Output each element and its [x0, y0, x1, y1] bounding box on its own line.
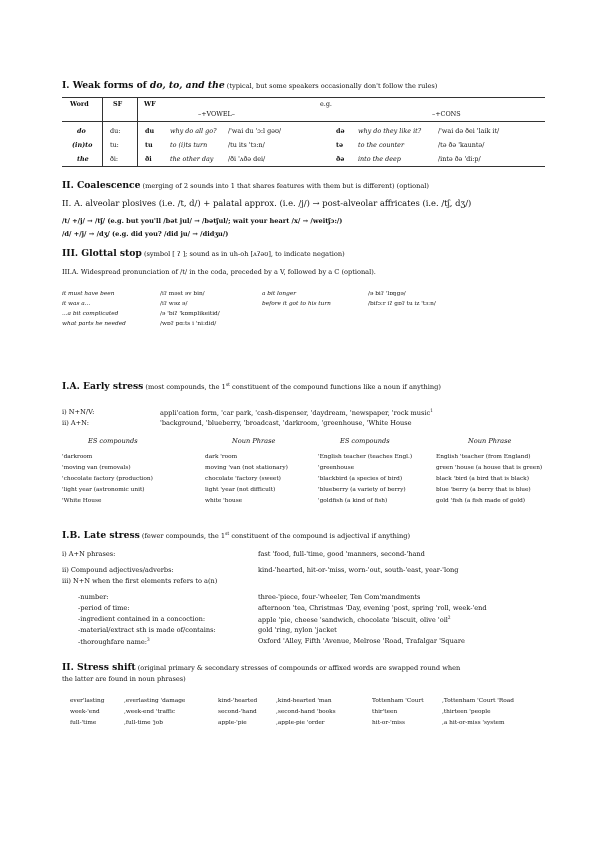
early-stress-heading-label: I.A. Early stress [62, 381, 144, 392]
es-row-cell: 'greenhouse [318, 465, 355, 471]
wf-sf: du: [110, 127, 121, 135]
col-vowel-label: +VOWEL [201, 110, 232, 118]
table-rule-col1 [102, 97, 103, 166]
wf-ipa-c: /'wai də ðei 'laik it/ [438, 127, 500, 135]
late-items: apple 'pie, cheese 'sandwich, chocolate 'biscuit, olive 'oil [258, 616, 448, 625]
glottal-ipa: /ə biʔ 'lɒŋgə/ [368, 291, 406, 297]
shift-cell: Tottenham 'Court [372, 698, 424, 704]
early-nnv-text: appli'cation form, 'car park, 'cash-dispenser, 'daydream, 'newspaper, 'rock music [160, 409, 431, 418]
late-label: iii) N+N when the first elements refers to a(n) [62, 577, 218, 585]
early-stress-sup: st [225, 382, 230, 388]
shift-cell: hit-or-'miss [372, 720, 405, 726]
wf-ex-c: why do they like it? [358, 127, 422, 135]
late-sup-oil: 2 [447, 615, 451, 620]
early-stress-note: (most compounds, the 1 [143, 383, 226, 391]
late-items-oil [258, 615, 451, 624]
es-row-cell: chocolate 'factory (sweet) [205, 476, 281, 482]
shift-cell: ,week-end 'traffic [124, 709, 176, 715]
wf-wf2: də [336, 127, 345, 135]
col-noun-phrase: Noun Phrase [232, 437, 276, 445]
es-row-cell: 'blueberry (a variety of berry) [318, 487, 406, 493]
early-stress-note2: constituent of the compound functions like a noun if anything) [229, 383, 441, 391]
late-stress-heading-label: I.B. Late stress [62, 530, 140, 541]
es-row-cell: white 'house [205, 498, 243, 504]
table-rule-col2 [137, 97, 138, 166]
late-items: afternoon 'tea, Christmas 'Day, evening 'post, spring 'roll, week-'end [258, 604, 487, 612]
glottal-ipa: /bifɔ:r iʔ gɒʔ tu iz 'tɜ:n/ [368, 301, 436, 307]
glottal-heading-note: (symbol [ ʔ ]; sound as in uh-oh [ʌʔəʊ], to indicate negation) [141, 250, 345, 258]
glottal-sub: III.A. Widespread pronunciation of /t/ in the coda, preceded by a V, followed by a C (optional). [62, 268, 376, 276]
glottal-example: ...a bit complicated [62, 311, 119, 317]
early-nnv-label: i) N+N/V: [62, 408, 95, 416]
glottal-ipa: /wɒʔ pɑ:ts i 'ni:did/ [160, 321, 217, 327]
shift-cell: ,kind-hearted 'man [276, 698, 332, 704]
glottal-ipa: /iʔ wəz ə/ [160, 301, 188, 307]
col-es-compounds: ES compounds [88, 437, 138, 445]
stress-shift-note: (original primary & secondary stresses of compounds or affixed words are swapped round when [135, 664, 461, 672]
wf-wf: tu [145, 141, 153, 149]
late-items: three-'piece, four-'wheeler, Ten Com'mandments [258, 593, 421, 601]
table-rule-head [62, 121, 545, 122]
shift-cell: ,full-time 'job [124, 720, 163, 726]
es-row-cell: 'moving van (removals) [62, 465, 131, 471]
weak-forms-heading-label: I. Weak forms of [62, 80, 150, 91]
wf-word: do [77, 127, 86, 135]
late-stress-sup: st [225, 531, 230, 537]
glottal-example: it must have been [62, 291, 115, 297]
coalescence-line2: /d/ +/j/ → /dʒ/ (e.g. did you? /did ju/ → /didʒu/) [62, 230, 229, 238]
late-items: Oxford 'Alley, Fifth 'Avenue, Melrose 'Road, Trafalgar 'Square [258, 637, 465, 645]
col-sf: SF [113, 100, 123, 108]
table-rule-top [62, 97, 545, 98]
coalescence-heading-label: II. Coalescence [62, 180, 141, 191]
es-row-cell: 'English teacher (teaches Engl.) [318, 454, 413, 460]
wf-ex-v: to (i)ts turn [170, 141, 208, 149]
wf-ex-v: why do all go? [170, 127, 217, 135]
glottal-heading-label: III. Glottal stop [62, 248, 142, 259]
stress-shift-heading [62, 662, 460, 673]
late-label: i) A+N phrases: [62, 550, 116, 558]
shift-cell: full-'time [70, 720, 97, 726]
late-label: -ingredient contained in a concoction: [78, 615, 206, 623]
shift-cell: ,apple-pie 'order [276, 720, 325, 726]
stress-shift-note-line2: the latter are found in noun phrases) [62, 675, 186, 683]
es-row-cell: 'White House [62, 498, 102, 504]
wf-ex-c: into the deep [358, 155, 401, 163]
wf-wf: ði [145, 155, 152, 163]
glottal-example: a bit longer [262, 291, 297, 297]
glottal-ipa: /iʔ məst əv bin/ [160, 291, 205, 297]
shift-cell: ,everlasting 'damage [124, 698, 186, 704]
col-wf: WF [144, 100, 156, 108]
shift-cell: ,thirteen 'people [442, 709, 491, 715]
es-row-cell: 'light year (astronomic unit) [62, 487, 145, 493]
late-label: -period of time: [78, 604, 130, 612]
es-row-cell: gold 'fish (a fish made of gold) [436, 498, 526, 504]
table-rule-bottom [62, 166, 545, 167]
weak-forms-heading-note: (typical, but some speakers occasionally don't follow the rules) [224, 82, 438, 90]
col-word: Word [70, 100, 89, 108]
es-row-cell: black 'bird (a bird that is black) [436, 476, 529, 482]
glottal-example: what parts he needed [62, 321, 126, 327]
glottal-ipa: /ə 'biʔ 'kɒmplikeitid/ [160, 311, 220, 317]
late-items: kind-'hearted, hit-or-'miss, worn-'out, south-'east, year-'long [258, 566, 459, 574]
late-items: gold 'ring, nylon 'jacket [258, 626, 337, 634]
es-row-cell: 'goldfish (a kind of fish) [318, 498, 388, 504]
shift-cell: second-'hand [218, 709, 257, 715]
wf-sf: ði: [110, 155, 119, 163]
glottal-heading [62, 248, 345, 259]
weak-forms-heading [62, 80, 437, 91]
wf-word: the [77, 155, 89, 163]
wf-ipa-c: /tə ðə 'kauntə/ [438, 141, 485, 149]
late-stress-note: (fewer compounds, the 1 [139, 532, 226, 540]
shift-cell: kind-'hearted [218, 698, 258, 704]
wf-ipa-v: /ði 'ʌðə dei/ [228, 155, 266, 163]
col-noun-phrase: Noun Phrase [468, 437, 512, 445]
shift-cell: ever'lasting [70, 698, 105, 704]
wf-wf2: tə [336, 141, 344, 149]
es-row-cell: 'chocolate factory (production) [62, 476, 153, 482]
shift-cell: ,a hit-or-miss 'system [442, 720, 505, 726]
wf-ipa-c: /intə ðə 'di:p/ [438, 155, 481, 163]
es-row-cell: green 'house (a house that is green) [436, 465, 543, 471]
coalescence-heading-note: (merging of 2 sounds into 1 that shares features with them but is different) (optional) [140, 182, 429, 190]
early-an-items: 'background, 'blueberry, 'broadcast, 'darkroom, 'greenhouse, 'White House [160, 419, 412, 427]
shift-cell: apple-'pie [218, 720, 247, 726]
weak-forms-heading-words: do, to, and the [149, 80, 225, 91]
col-eg: e.g. [320, 100, 332, 108]
glottal-example: it was a... [62, 301, 91, 307]
late-label: -thoroughfare name: [78, 638, 148, 647]
early-nnv-sup: 1 [430, 408, 433, 413]
col-es-compounds: ES compounds [340, 437, 390, 445]
late-sup-thoroughfare: 3 [147, 637, 150, 642]
es-row-cell: 'darkroom [62, 454, 93, 460]
col-cons-label: +CONS [435, 110, 461, 118]
coalescence-sub: II. A. alveolar plosives (i.e. /t, d/) + palatal approx. (i.e. /j/) → post-alveolar affricates (i.e. /tʃ, dʒ/) [62, 198, 472, 208]
coalescence-heading [62, 180, 429, 191]
stress-shift-heading-label: II. Stress shift [62, 662, 136, 673]
shift-cell: ,second-hand 'books [276, 709, 336, 715]
wf-ex-v: the other day [170, 155, 214, 163]
wf-ipa-v: /tu its 'tɜ:n/ [228, 141, 265, 149]
wf-ex-c: to the counter [358, 141, 405, 149]
es-row-cell: English 'teacher (from England) [436, 454, 531, 460]
coalescence-line1: /t/ +/j/ → /tʃ/ (e.g. but you'll /bət jul/ → /bətʃul/; wait your heart /x/ → /weitʃɔ:/) [62, 217, 343, 225]
wf-wf2: ðə [336, 155, 345, 163]
es-row-cell: 'blackbird (a species of bird) [318, 476, 403, 482]
col-vowel: –+VOWEL– [198, 110, 235, 118]
wf-sf: tu: [110, 141, 119, 149]
shift-cell: ,Tottenham 'Court 'Road [442, 698, 514, 704]
wf-word: (in)to [72, 141, 93, 149]
wf-wf: du [145, 127, 155, 135]
shift-cell: week-'end [70, 709, 100, 715]
early-stress-heading [62, 381, 441, 392]
es-row-cell: moving 'van (not stationary) [205, 465, 288, 471]
wf-ipa-v: /'wai du 'ɔ:l gəʊ/ [228, 127, 282, 135]
late-stress-heading [62, 530, 410, 541]
late-stress-note2: constituent of the compound is adjectival if anything) [229, 532, 411, 540]
col-cons: –+CONS [432, 110, 461, 118]
es-row-cell: blue 'berry (a berry that is blue) [436, 487, 531, 493]
early-nnv-items [160, 408, 433, 417]
shift-cell: thir'teen [372, 709, 398, 715]
late-label-thoroughfare [78, 637, 150, 646]
late-label: -material/extract sth is made of/contains: [78, 626, 216, 634]
late-items: fast 'food, full-'time, good 'manners, second-'hand [258, 550, 425, 558]
early-an-label: ii) A+N: [62, 419, 89, 427]
es-row-cell: dark 'room [205, 454, 238, 460]
late-label: -number: [78, 593, 109, 601]
es-row-cell: light 'year (not difficult) [205, 487, 276, 493]
glottal-example: before it got to his turn [262, 301, 331, 307]
late-label: ii) Compound adjectives/adverbs: [62, 566, 174, 574]
